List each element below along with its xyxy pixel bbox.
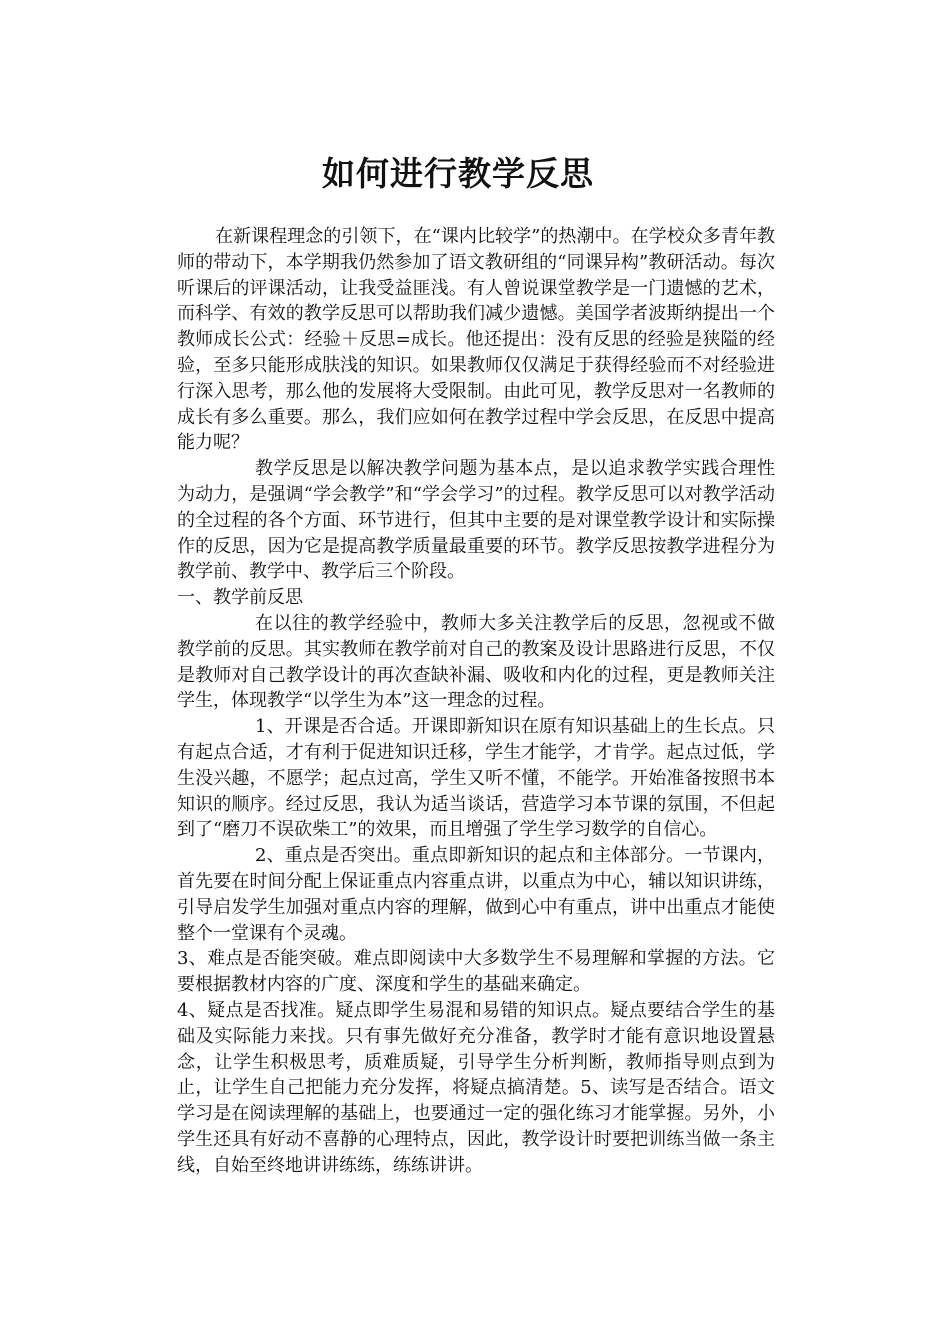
paragraph-intro: 在新课程理念的引领下，在“课内比较学”的热潮中。在学校众多青年教师的带动下，本学期我仍然参加了语文教研组的“同课异构”教研活动。每次听课后的评课活动，让我受益匪浅。有人曾说课堂教学是一门遗憾的艺术，而科学、有效的教学反思可以帮助我们减少遗憾。美国学者波斯纳提出一个教师成长公式：经验＋反思=成长。他还提出：没有反思的经验是狭隘的经验，至多只能形成肤浅的知识。如果教师仅仅满足于获得经验而不对经验进行深入思考，那么他的发展将大受限制。由此可见，教学反思对一名教师的成长有多么重要。那么，我们应如何在教学过程中学会反思，在反思中提高能力呢？ (177, 226, 775, 454)
section-heading: 一、教学前反思 (177, 587, 303, 609)
document-title: 如何进行教学反思 (322, 154, 594, 193)
paragraph-item-1: 1、开课是否合适。开课即新知识在原有知识基础上的生长点。只有起点合适，才有利于促进知识迁移，学生才能学，才肯学。起点过低，学生没兴趣，不愿学；起点过高，学生又听不懂，不能学。开始准备按照书本知识的顺序。经过反思，我认为适当谈话，营造学习本节课的氛围，不但起到了“磨刀不误砍柴工”的效果，而且增强了学生学习数学的自信心。 (177, 716, 775, 841)
paragraph-item-4: 4、疑点是否找准。疑点即学生易混和易错的知识点。疑点要结合学生的基础及实际能力来找。只有事先做好充分准备，教学时才能有意识地设置悬念，让学生积极思考，质难质疑，引导学生分析判断，教师指导则点到为止，让学生自己把能力充分发挥，将疑点搞清楚。5、读写是否结合。语文学习是在阅读理解的基础上，也要通过一定的强化练习才能掌握。另外，小学生还具有好动不喜静的心理特点，因此，教学设计时要把训练当做一条主线，自始至终地讲讲练练，练练讲讲。 (177, 999, 775, 1176)
document-body (177, 224, 775, 1178)
paragraph-item-3: 3、难点是否能突破。难点即阅读中大多数学生不易理解和掌握的方法。它要根据教材内容的广度、深度和学生的基础来确定。 (177, 948, 775, 996)
paragraph-definition: 教学反思是以解决教学问题为基本点，是以追求教学实践合理性为动力，是强调“学会教学”和“学会学习”的过程。教学反思可以对教学活动的全过程的各个方面、环节进行，但其中主要的是对课堂教学设计和实际操作的反思，因为它是提高教学质量最重要的环节。教学反思按教学进程分为教学前、教学中、教学后三个阶段。 (177, 458, 775, 583)
paragraph-item-2: 2、重点是否突出。重点即新知识的起点和主体部分。一节课内，首先要在时间分配上保证重点内容重点讲，以重点为中心，辅以知识讲练，引导启发学生加强对重点内容的理解，做到心中有重点，讲中出重点才能使整个一堂课有个灵魂。 (177, 845, 775, 944)
paragraph-pre-teaching: 在以往的教学经验中，教师大多关注教学后的反思，忽视或不做教学前的反思。其实教师在教学前对自己的教案及设计思路进行反思，不仅是教师对自己教学设计的再次查缺补漏、吸收和内化的过程，更是教师关注学生，体现教学“以学生为本”这一理念的过程。 (177, 612, 775, 712)
